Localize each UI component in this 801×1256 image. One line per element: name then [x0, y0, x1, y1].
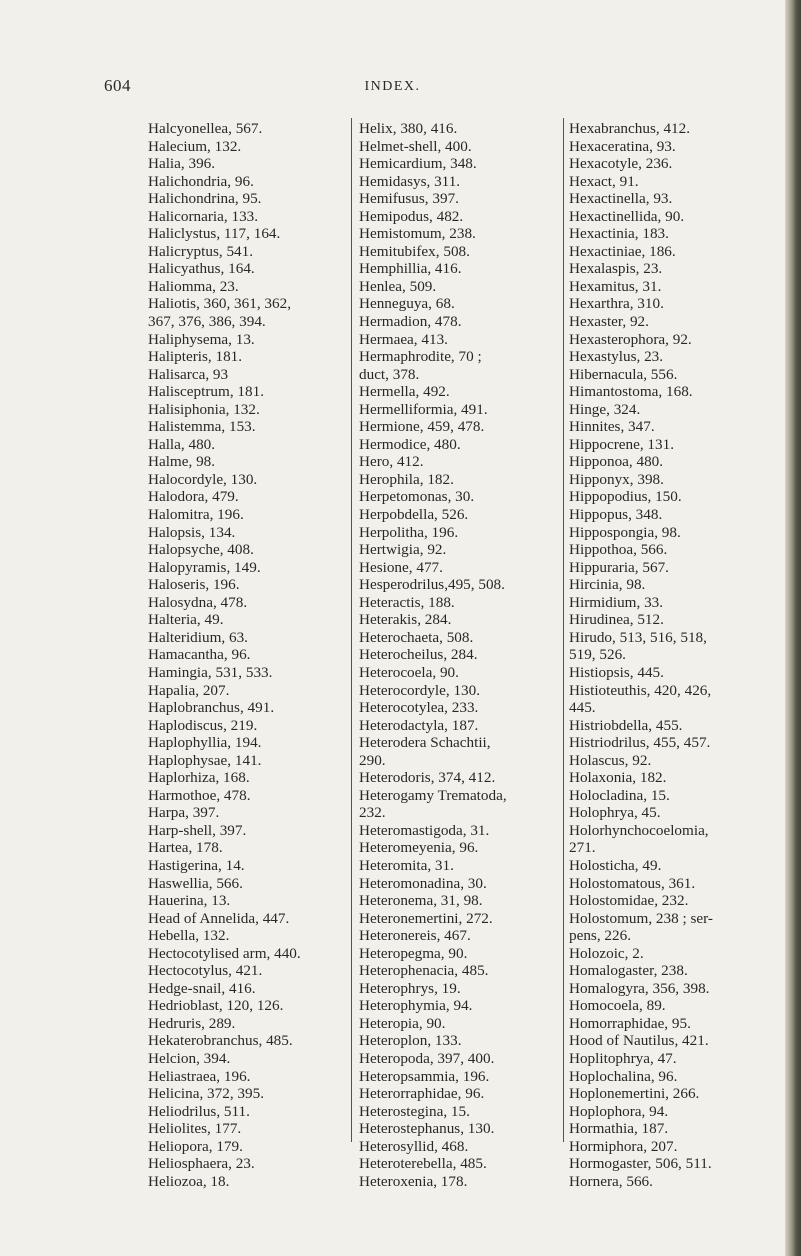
index-entry: Hexaster, 92. [569, 313, 649, 331]
index-entry: Hekaterobranchus, 485. [148, 1032, 293, 1050]
page-header [0, 76, 785, 98]
index-entry: Hoplochalina, 96. [569, 1067, 678, 1085]
index-entry: Herpetomonas, 30. [359, 488, 475, 506]
index-entry: Holorhynchocoelomia, [569, 821, 709, 839]
index-entry: Heterakis, 284. [359, 611, 452, 629]
index-entry: Halteria, 49. [148, 611, 224, 629]
index-entry: Hedruris, 289. [148, 1014, 236, 1032]
index-entry: Heterodera Schachtii, [359, 734, 491, 752]
index-entry: Heteromita, 31. [359, 856, 454, 874]
index-entry: Holocladina, 15. [569, 786, 670, 804]
index-entry: Hesione, 477. [359, 558, 443, 576]
index-entry: Hexaceratina, 93. [569, 137, 676, 155]
index-entry: Halocordyle, 130. [148, 470, 258, 488]
index-entry: Hippopodius, 150. [569, 488, 682, 506]
index-entry: Hero, 412. [359, 453, 424, 471]
book-binding-edge [785, 0, 801, 1256]
index-entry: Hippuraria, 567. [569, 558, 669, 576]
index-entry: Halicyathus, 164. [148, 260, 255, 278]
index-entry: Harpa, 397. [148, 804, 220, 822]
index-entry: pens, 226. [569, 927, 632, 945]
index-entry: Histriobdella, 455. [569, 716, 683, 734]
index-entry: Holostomidae, 232. [569, 892, 689, 910]
index-entry: Heteropegma, 90. [359, 944, 468, 962]
index-entry: Hartea, 178. [148, 839, 223, 857]
index-entry: Haloseris, 196. [148, 576, 240, 594]
index-entry: Hexalaspis, 23. [569, 260, 663, 278]
index-entry: Holozoic, 2. [569, 944, 644, 962]
index-entry: Hippothoa, 566. [569, 541, 668, 559]
index-entry: Hebella, 132. [148, 927, 230, 945]
index-entry: Hermaphrodite, 70 ; [359, 348, 482, 366]
index-entry: Helcion, 394. [148, 1049, 231, 1067]
index-entry: Hexasterophora, 92. [569, 330, 692, 348]
index-entry: Hertwigia, 92. [359, 541, 447, 559]
index-entry: Homorraphidae, 95. [569, 1014, 691, 1032]
index-entry: Heteropoda, 397, 400. [359, 1049, 495, 1067]
index-entry: Halodora, 479. [148, 488, 239, 506]
index-entry: Hirudinea, 512. [569, 611, 664, 629]
index-entry: Halichondria, 96. [148, 172, 254, 190]
index-entry: Heterostephanus, 130. [359, 1120, 495, 1138]
index-entry: Heterophrys, 19. [359, 979, 461, 997]
index-entry: Halisceptrum, 181. [148, 383, 264, 401]
index-entry: Halopyramis, 149. [148, 558, 261, 576]
index-entry: 519, 526. [569, 646, 626, 664]
index-entry: Hamingia, 531, 533. [148, 663, 273, 681]
index-entry: Helix, 380, 416. [359, 120, 458, 137]
index-entry: Heterorraphidae, 96. [359, 1085, 485, 1103]
index-entry: Heterosyllid, 468. [359, 1137, 469, 1155]
index-entry: 232. [359, 804, 386, 822]
index-entry: Hesperodrilus,495, 508. [359, 576, 505, 594]
index-entry: Hermodice, 480. [359, 435, 461, 453]
index-entry: Herophila, 182. [359, 470, 454, 488]
index-entry: Homalogyra, 356, 398. [569, 979, 710, 997]
index-entry: Hapalia, 207. [148, 681, 230, 699]
index-entry: Hamacantha, 96. [148, 646, 251, 664]
index-entry: Heteronemertini, 272. [359, 909, 493, 927]
index-entry: Heterophenacia, 485. [359, 962, 489, 980]
index-entry: Hormiphora, 207. [569, 1137, 678, 1155]
index-entry: Helicina, 372, 395. [148, 1085, 264, 1103]
index-entry: Hemidasys, 311. [359, 172, 461, 190]
column-divider [351, 118, 352, 1142]
index-entry: Heliolites, 177. [148, 1120, 242, 1138]
index-entry: Heterodactyla, 187. [359, 716, 479, 734]
index-column-2 [359, 120, 569, 1190]
index-entry: Henlea, 509. [359, 277, 437, 295]
index-entry: Heteroterebella, 485. [359, 1155, 487, 1173]
index-entry: Hexacotyle, 236. [569, 155, 673, 173]
index-entry: Haplodiscus, 219. [148, 716, 258, 734]
index-entry: Henneguya, 68. [359, 295, 455, 313]
index-entry: Hermadion, 478. [359, 313, 462, 331]
index-entry: duct, 378. [359, 365, 420, 383]
index-entry: Halecium, 132. [148, 137, 242, 155]
index-entry: Hemistomum, 238. [359, 225, 476, 243]
index-column-3 [569, 120, 779, 1190]
index-entry: Heteromastigoda, 31. [359, 821, 490, 839]
index-entry: 445. [569, 699, 596, 717]
index-entry: Heterocoela, 90. [359, 663, 459, 681]
index-entry: Hexarthra, 310. [569, 295, 664, 313]
index-entry: Haplophyllia, 194. [148, 734, 262, 752]
index-entry: Haswellia, 566. [148, 874, 243, 892]
index-entry: Hectocotylus, 421. [148, 962, 263, 980]
index-entry: Heteroplon, 133. [359, 1032, 462, 1050]
index-entry: Haliotis, 360, 361, 362, [148, 295, 292, 313]
index-entry: Heteroxenia, 178. [359, 1172, 468, 1190]
index-entry: Halichondrina, 95. [148, 190, 262, 208]
index-entry: Heterodoris, 374, 412. [359, 769, 496, 787]
index-entry: Haplophysae, 141. [148, 751, 262, 769]
index-entry: Heliosphaera, 23. [148, 1155, 255, 1173]
index-entry: Helmet-shell, 400. [359, 137, 472, 155]
index-entry: Hexact, 91. [569, 172, 639, 190]
index-entry: Halopsyche, 408. [148, 541, 254, 559]
index-entry: Heteropia, 90. [359, 1014, 446, 1032]
index-entry: Herpolitha, 196. [359, 523, 459, 541]
index-entry: Heliopora, 179. [148, 1137, 243, 1155]
index-entry: Heliozoa, 18. [148, 1172, 230, 1190]
index-entry: Halisiphonia, 132. [148, 400, 260, 418]
index-entry: Holostomatous, 361. [569, 874, 696, 892]
index-column-1 [148, 120, 358, 1190]
index-entry: Holascus, 92. [569, 751, 652, 769]
index-entry: Hedge-snail, 416. [148, 979, 256, 997]
index-entry: Hoplonemertini, 266. [569, 1085, 700, 1103]
index-entry: Hexamitus, 31. [569, 277, 662, 295]
index-entry: Hood of Nautilus, 421. [569, 1032, 709, 1050]
index-entry: Hoplophora, 94. [569, 1102, 669, 1120]
index-entry: Heterocheilus, 284. [359, 646, 478, 664]
index-entry: Hastigerina, 14. [148, 856, 245, 874]
index-entry: Hormogaster, 506, 511. [569, 1155, 712, 1173]
index-entry: Hornera, 566. [569, 1172, 653, 1190]
index-entry: Histriodrilus, 455, 457. [569, 734, 711, 752]
index-entry: Hemitubifex, 508. [359, 242, 470, 260]
index-entry: Hemifusus, 397. [359, 190, 459, 208]
index-entry: Heterogamy Trematoda, [359, 786, 507, 804]
index-entry: Holosticha, 49. [569, 856, 662, 874]
index-entry: Histioteuthis, 420, 426, [569, 681, 712, 699]
index-entry: Haliphysema, 13. [148, 330, 255, 348]
index-entry: Halcyonellea, 567. [148, 120, 263, 137]
index-entry: Hexactiniae, 186. [569, 242, 676, 260]
index-entry: Heteropsammia, 196. [359, 1067, 490, 1085]
index-entry: 271. [569, 839, 596, 857]
index-entry: 290. [359, 751, 386, 769]
index-entry: Histiopsis, 445. [569, 663, 664, 681]
index-entry: Halme, 98. [148, 453, 216, 471]
index-entry: Halla, 480. [148, 435, 216, 453]
index-entry: Halomitra, 196. [148, 506, 244, 524]
index-entry: Himantostoma, 168. [569, 383, 693, 401]
running-head: INDEX. [364, 79, 421, 94]
index-entry: Heteractis, 188. [359, 593, 455, 611]
index-entry: Hirmidium, 33. [569, 593, 664, 611]
index-entry: Halosydna, 478. [148, 593, 248, 611]
index-entry: Halicornaria, 133. [148, 207, 259, 225]
index-entry: Heliastraea, 196. [148, 1067, 251, 1085]
page-number: 604 [104, 76, 131, 95]
index-entry: Hippocrene, 131. [569, 435, 675, 453]
index-entry: Haplorhiza, 168. [148, 769, 250, 787]
index-entry: Heteromeyenia, 96. [359, 839, 479, 857]
column-divider [563, 118, 564, 1142]
index-entry: Hauerina, 13. [148, 892, 231, 910]
index-entry: Hexactinellida, 90. [569, 207, 685, 225]
index-entry: Halopsis, 134. [148, 523, 236, 541]
index-entry: 367, 376, 386, 394. [148, 313, 266, 331]
index-entry: Halipteris, 181. [148, 348, 243, 366]
index-entry: Holostomum, 238 ; ser- [569, 909, 713, 927]
index-entry: Hermaea, 413. [359, 330, 448, 348]
index-entry: Heteronereis, 467. [359, 927, 471, 945]
index-entry: Hinge, 324. [569, 400, 641, 418]
index-entry: Haliclystus, 117, 164. [148, 225, 281, 243]
index-entry: Hibernacula, 556. [569, 365, 678, 383]
index-entry: Hirudo, 513, 516, 518, [569, 628, 707, 646]
index-entry: Holaxonia, 182. [569, 769, 667, 787]
index-entry: Hexactinella, 93. [569, 190, 673, 208]
index-entry: Hippopus, 348. [569, 506, 663, 524]
index-entry: Harmothoe, 478. [148, 786, 251, 804]
index-entry: Holophrya, 45. [569, 804, 661, 822]
index-entry: Halistemma, 153. [148, 418, 256, 436]
index-entry: Herpobdella, 526. [359, 506, 469, 524]
index-entry: Heterophymia, 94. [359, 997, 473, 1015]
index-entry: Halisarca, 93 [148, 365, 229, 383]
index-entry: Harp-shell, 397. [148, 821, 247, 839]
index-entry: Heterocordyle, 130. [359, 681, 481, 699]
index-entry: Hexabranchus, 412. [569, 120, 691, 137]
index-entry: Haliomma, 23. [148, 277, 239, 295]
index-entry: Heliodrilus, 511. [148, 1102, 250, 1120]
index-entry: Hemicardium, 348. [359, 155, 477, 173]
index-entry: Homalogaster, 238. [569, 962, 688, 980]
index-entry: Heterocotylea, 233. [359, 699, 479, 717]
index-entry: Heterostegina, 15. [359, 1102, 470, 1120]
index-entry: Hermione, 459, 478. [359, 418, 485, 436]
index-entry: Hectocotylised arm, 440. [148, 944, 301, 962]
index-entry: Head of Annelida, 447. [148, 909, 290, 927]
index-entry: Hormathia, 187. [569, 1120, 669, 1138]
index-entry: Halia, 396. [148, 155, 216, 173]
index-entry: Hermelliformia, 491. [359, 400, 488, 418]
index-entry: Hippospongia, 98. [569, 523, 681, 541]
index-entry: Halicryptus, 541. [148, 242, 254, 260]
index-entry: Hexastylus, 23. [569, 348, 664, 366]
index-entry: Hoplitophrya, 47. [569, 1049, 677, 1067]
index-entry: Heteronema, 31, 98. [359, 892, 483, 910]
index-entry: Halteridium, 63. [148, 628, 248, 646]
index-entry: Heteromonadina, 30. [359, 874, 487, 892]
index-entry: Hexactinia, 183. [569, 225, 669, 243]
index-entry: Homocoela, 89. [569, 997, 666, 1015]
index-entry: Heterochaeta, 508. [359, 628, 474, 646]
index-entry: Hircinia, 98. [569, 576, 646, 594]
index-entry: Hemipodus, 482. [359, 207, 464, 225]
index-entry: Hemphillia, 416. [359, 260, 462, 278]
index-entry: Hinnites, 347. [569, 418, 655, 436]
index-entry: Hipponoa, 480. [569, 453, 664, 471]
index-entry: Hedrioblast, 120, 126. [148, 997, 284, 1015]
index-entry: Hermella, 492. [359, 383, 450, 401]
index-entry: Haplobranchus, 491. [148, 699, 275, 717]
index-entry: Hipponyx, 398. [569, 470, 664, 488]
